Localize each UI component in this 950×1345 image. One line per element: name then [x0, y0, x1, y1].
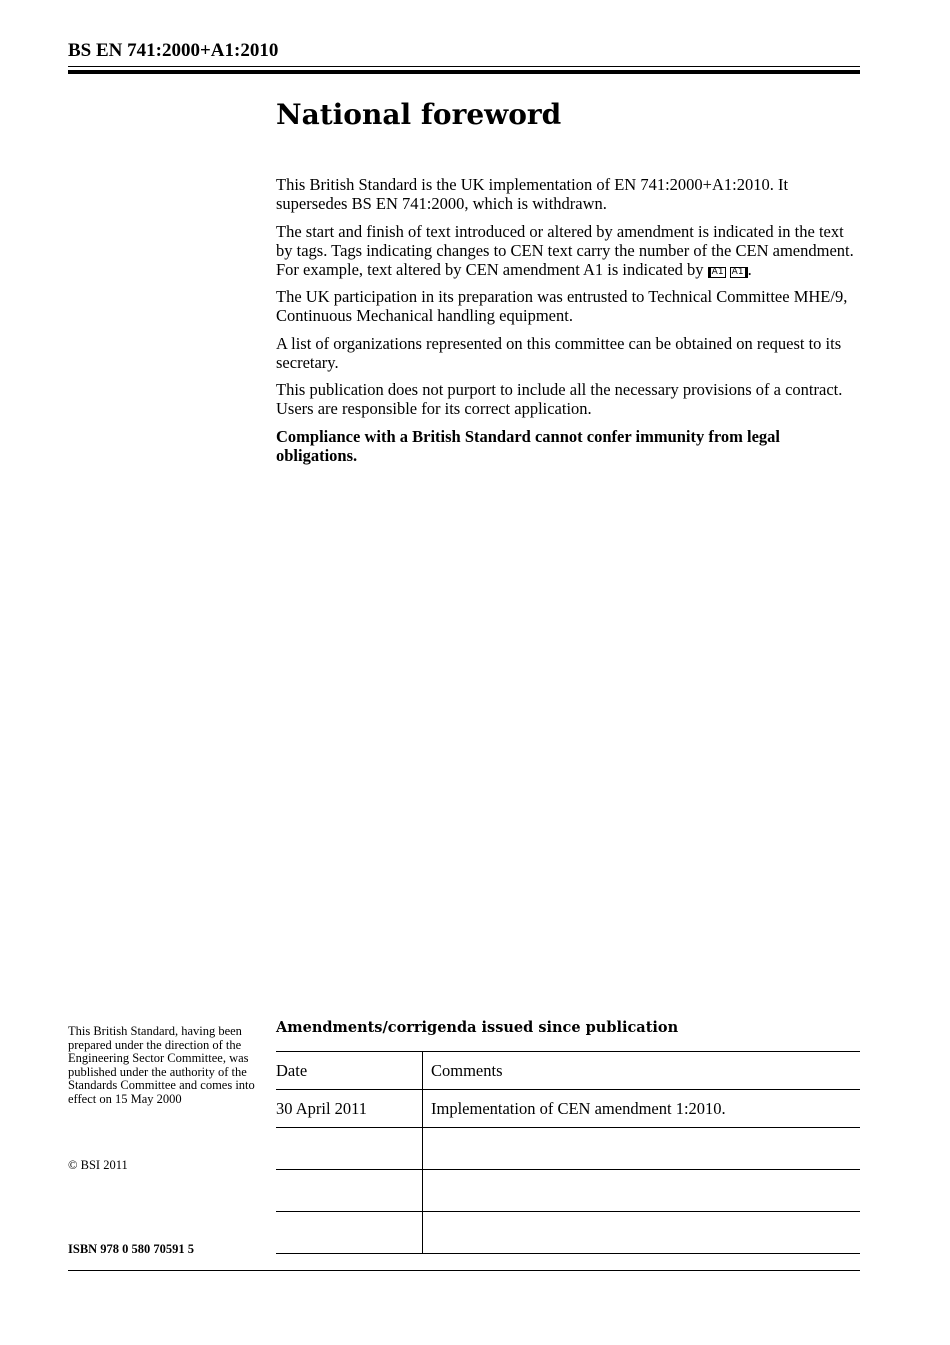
document-id: BS EN 741:2000+A1:2010 [68, 40, 279, 61]
foreword-body [276, 175, 860, 473]
amendment-open-tag-icon: A1 [708, 267, 726, 278]
amendments-title: Amendments/corrigenda issued since publication [276, 1019, 679, 1036]
table-row-empty [276, 1170, 860, 1212]
empty-cell [276, 1170, 423, 1212]
table-row [276, 1090, 860, 1128]
page-title: National foreword [276, 98, 562, 131]
empty-cell [276, 1128, 423, 1170]
paragraph-provisions: This publication does not purport to include all the necessary provisions of a contract. Users are responsible for its correct application. [276, 380, 843, 418]
column-header-date: Date [276, 1052, 423, 1090]
empty-cell [276, 1212, 423, 1254]
isbn: ISBN 978 0 580 70591 5 [68, 1242, 195, 1256]
column-header-comments: Comments [423, 1052, 861, 1090]
publication-note: This British Standard, having been prepared under the direction of the Engineering Sector Committee, was published under the authority of the Standards Committee and comes into effect on 15 May 2000 [68, 1024, 255, 1106]
footer-rule [68, 1270, 860, 1271]
empty-cell [423, 1128, 861, 1170]
table-row-empty [276, 1212, 860, 1254]
paragraph-amendment-tags-text: The start and finish of text introduced or altered by amendment is indicated in the text by tags. Tags indicating changes to CEN text carry the number of the CEN amendment. For example, text altered by CEN amendment A1 is indicated by [276, 221, 854, 279]
copyright: © BSI 2011 [68, 1158, 128, 1172]
empty-cell [423, 1212, 861, 1254]
paragraph-organizations: A list of organizations represented on this committee can be obtained on request to its secretary. [276, 333, 842, 372]
paragraph-implementation: This British Standard is the UK implementation of EN 741:2000+A1:2010. It supersedes BS EN 741:2000, which is withdrawn. [276, 175, 789, 213]
amendments-table [276, 1051, 860, 1254]
amendment-comment: Implementation of CEN amendment 1:2010. [423, 1090, 861, 1128]
amendment-date: 30 April 2011 [276, 1090, 423, 1128]
paragraph-committee: The UK participation in its preparation was entrusted to Technical Committee MHE/9, Continuous Mechanical handling equipment. [276, 287, 848, 325]
header-rule-thick [68, 70, 860, 74]
empty-cell [423, 1170, 861, 1212]
paragraph-amendment-tags-end: . [747, 259, 752, 279]
table-row-empty [276, 1128, 860, 1170]
amendments-header-row [276, 1052, 860, 1090]
paragraph-amendment-tags [276, 222, 860, 279]
amendment-close-tag-icon: A1 [730, 267, 748, 278]
paragraph-compliance: Compliance with a British Standard cannot confer immunity from legal obligations. [276, 426, 781, 465]
header-rule-thin [68, 66, 860, 67]
